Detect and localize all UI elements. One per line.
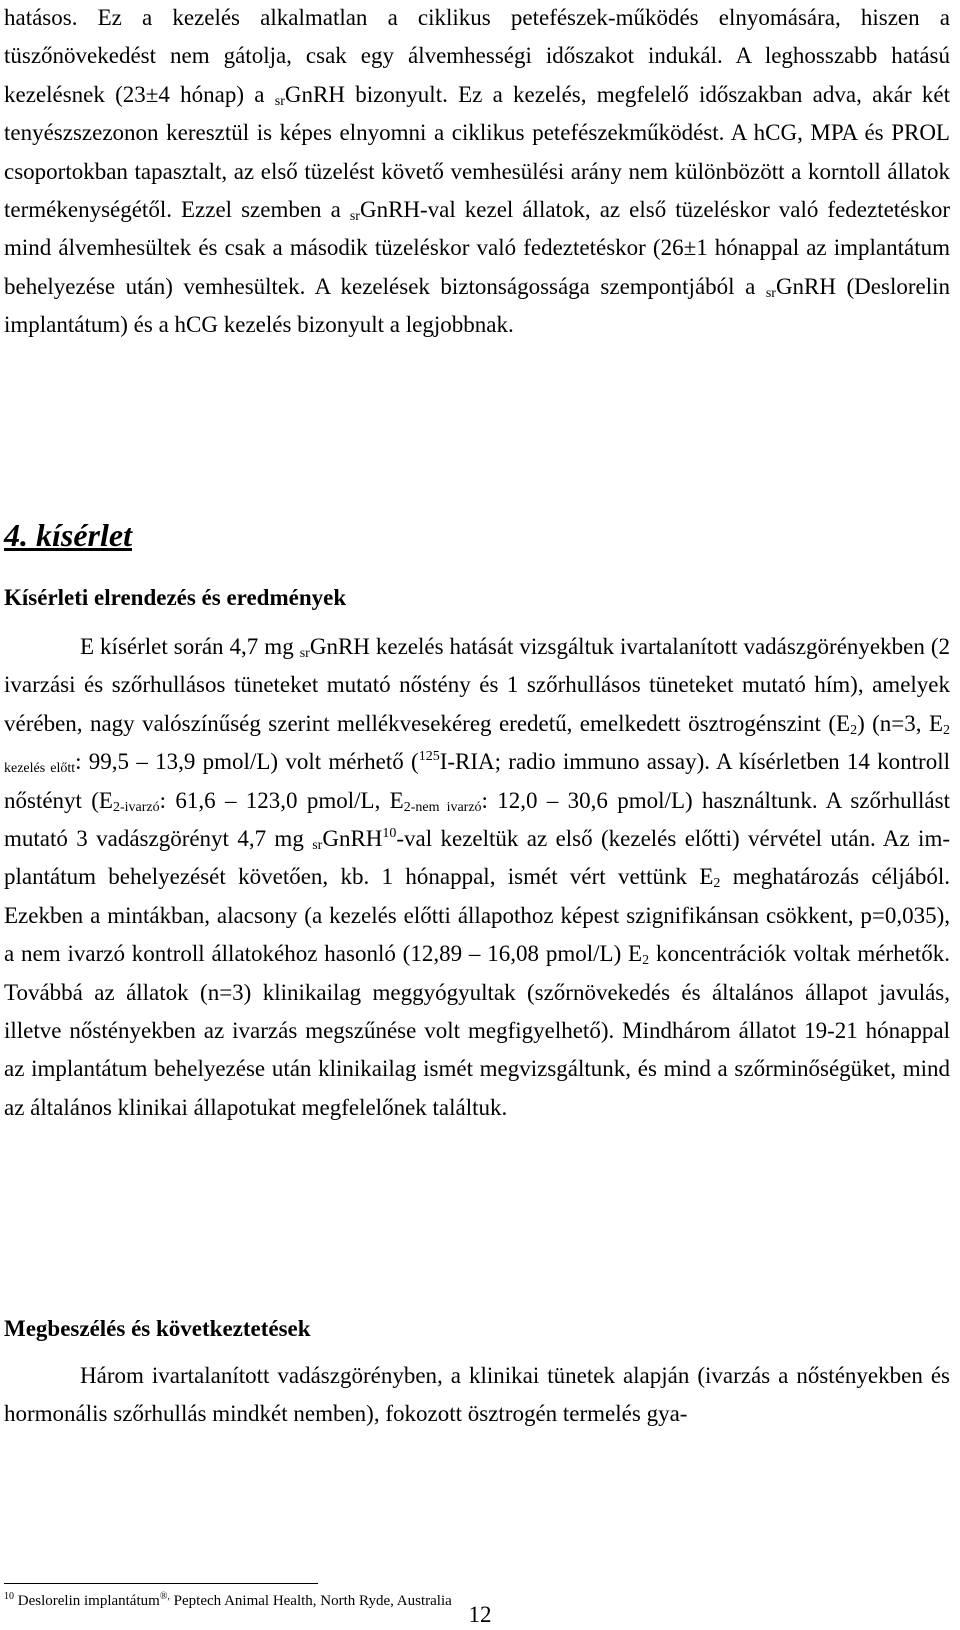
subscript: sr: [274, 93, 285, 109]
subscript: sr: [312, 838, 323, 854]
text-run: meghatározás céljából. Ezekben a mintákban, alacsony (a kezelés előtti állapothoz képest szignifikánsan csökkent, p=0,035), a nem ivarzó kontroll állatokéhoz hasonló (12,89 – 16,08 pmol/L) E: [4, 864, 951, 967]
text-run: : 61,6 – 123,0 pmol/L, E: [159, 787, 404, 813]
text-run: GnRH bizonyult. Ez a kezelés, megfelelő időszakban adva, akár két tenyészszezonon keresztül is képes elnyomni a ciklikus petefészekműködést. A hCG, MPA és PROL csoportokban tapasztalt, az első tüzelést követő vemhesülési arány nem különbözött a korntoll állatok termékenységétől. Ezzel szemben a: [4, 81, 951, 223]
text-run: GnRH kezelés hatását vizsgáltuk ivartalanított vadászgörényekben (2 ivarzási és szőrhullásos tüneteket mutató nőstény és 1 szőrhullásos tüneteket mutató hím), amelyek vérében, nagy valószínűség szerint mellékvesekéreg eredetű, emelkedett ösztrogénszint (E: [4, 634, 950, 736]
text-run: GnRH-val kezel állatok, az első tüzeléskor való fedeztetéskor mind álvemhesültek és csak a második tüzeléskor való fedeztetéskor (26±1 hónappal az implantátum behelyezése után) vemhesültek. A kezelések biztonságossága szempontjából a: [4, 197, 951, 299]
chapter-title: 4. kísérlet: [4, 517, 132, 553]
text-run: : 12,0 – 30,6 pmol/L) használtunk. A szőrhullást mutató 3 vadászgörényt 4,7 mg: [4, 787, 950, 852]
footnote-text: Deslorelin implantátum: [14, 1593, 160, 1609]
subscript: 2-nem ivarzó: [403, 799, 482, 815]
subscript: 2: [850, 722, 858, 738]
results-paragraph-block: [4, 628, 950, 1127]
text-run: I-RIA; radio immuno assay). A kísérletben 14 kontroll nőstényt (E: [4, 749, 950, 813]
intro-paragraph: [4, 0, 950, 345]
text-run: -val kezeltük az első (kezelés előtti) vérvétel után. Az implantátum behelyezését követően, kb. 1 hónappal, ismét vért vettünk E: [4, 826, 951, 890]
intro-paragraph-block: [4, 0, 950, 345]
text-run: : 99,5 – 13,9 pmol/L) volt mérhető (: [75, 749, 419, 775]
subscript: 2: [642, 953, 650, 969]
subscript: sr: [349, 209, 360, 225]
subscript: sr: [765, 285, 776, 301]
text-run: hatásos. Ez a kezelés alkalmatlan a ciklikus petefészek-működés elnyomására, hiszen a tüszőnövekedést nem gátolja, csak egy álvemhességi időszakot indukál. A leghosszabb hatású kezelésnek (23±4 hónap) a: [4, 5, 950, 107]
registered-mark: ®,: [159, 1591, 170, 1602]
subscript: sr: [299, 646, 310, 661]
text-run: koncentrációk voltak mérhetők. Továbbá az állatok (n=3) klinikailag meggyógyultak (szőrnövekedés és általános állapot javulás, illetve nőstényekben az ivarzás megszűnése volt megfigyelhető). Mindhárom állatot 19-21 hónappal az implantátum behelyezése után klinikailag ismét megvizsgáltunk, és mind a szőrminőségüket, mind az általános klinikai állapotukat megfelelőnek találtuk.: [4, 941, 951, 1120]
footnote-reference[interactable]: 10: [382, 826, 397, 842]
section-heading-results: Kísérleti elrendezés és eredmények: [4, 585, 347, 610]
superscript: 125: [418, 749, 440, 765]
text-run: ) (n=3, E: [857, 710, 943, 736]
section-heading-discussion: Megbeszélés és következtetések: [4, 1316, 311, 1341]
footnote-text: Peptech Animal Health, North Ryde, Australia: [169, 1593, 452, 1609]
text-run: GnRH: [322, 826, 383, 852]
subscript: 2-ivarzó: [112, 799, 160, 815]
text-run: GnRH (Deslorelin implantátum) és a hCG kezelés bizonyult a legjobbnak.: [4, 273, 950, 338]
subscript: 2 kezelés előtt: [4, 722, 950, 777]
subscript: 2: [713, 876, 721, 892]
results-paragraph: [4, 628, 950, 1127]
footnote-number: 10: [4, 1591, 14, 1602]
footnote-divider: [4, 1583, 318, 1584]
text-run: E kísérlet során 4,7 mg: [80, 634, 300, 659]
discussion-paragraph-block: [4, 1357, 950, 1434]
discussion-paragraph: Három ivartalanított vadászgörényben, a klinikai tünetek alapján (ivarzás a nőstényekben és hormonális szőrhullás mindkét nemben), fokozott ösztrogén termelés gya-: [4, 1363, 950, 1427]
page-number: 12: [468, 1602, 492, 1627]
